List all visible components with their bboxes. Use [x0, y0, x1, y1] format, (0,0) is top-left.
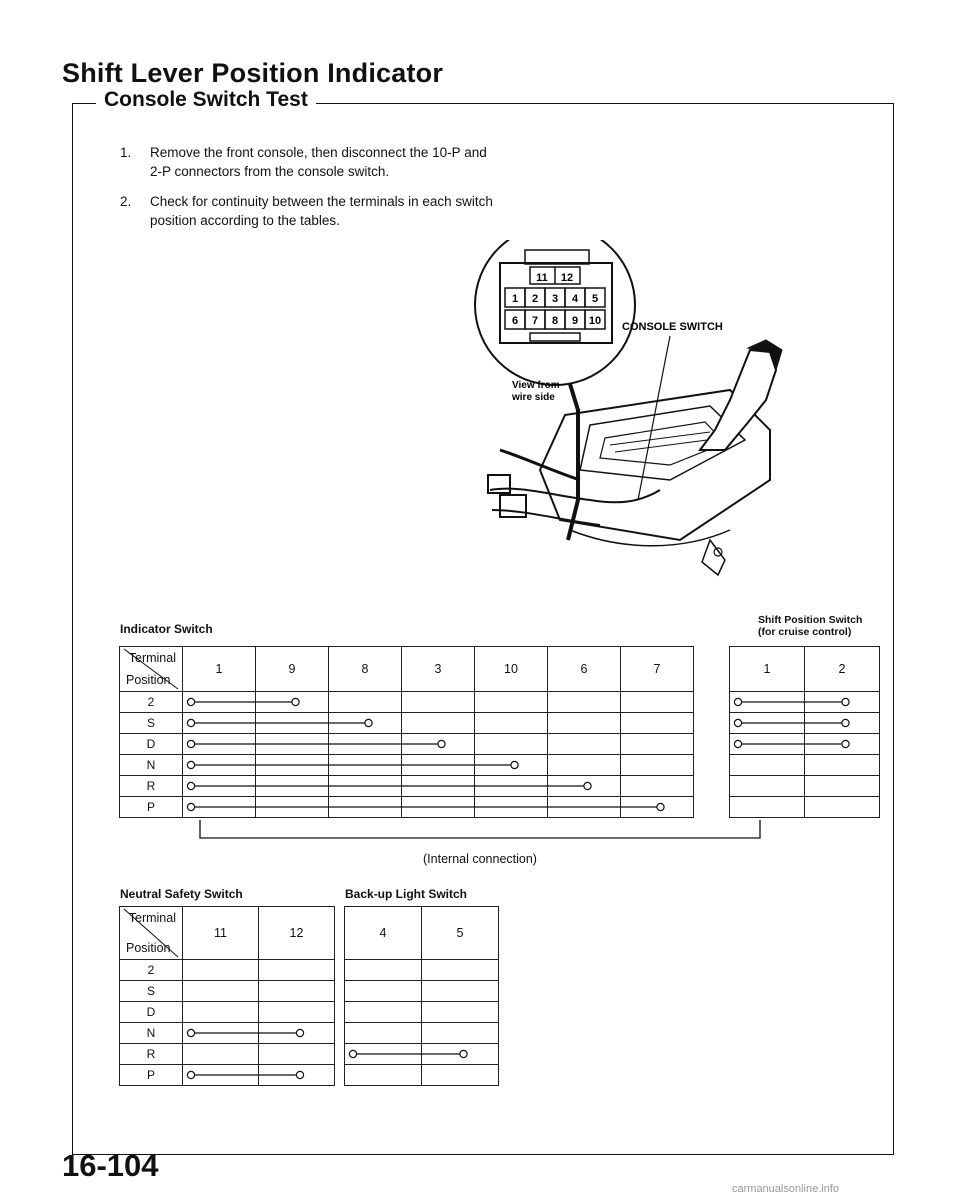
continuity-cell	[183, 797, 256, 818]
position-cell: S	[120, 981, 183, 1002]
table-row	[345, 1065, 499, 1086]
bracket	[702, 540, 725, 575]
table-row	[120, 776, 694, 797]
terminal-header: 4	[345, 907, 422, 960]
backup-light-switch-table	[344, 906, 499, 1086]
continuity-cell	[475, 755, 548, 776]
step-text: Check for continuity between the terminals in each switch position according to the tables.	[150, 194, 493, 228]
continuity-terminal-mark	[187, 698, 194, 705]
watermark: carmanualsonline.info	[732, 1183, 840, 1195]
table-row	[120, 797, 694, 818]
backup-light-switch-caption: Back-up Light Switch	[345, 887, 468, 901]
table-row	[345, 981, 499, 1002]
table-row	[345, 1044, 499, 1065]
continuity-cell	[548, 755, 621, 776]
connector-pin-label: 10	[588, 315, 602, 327]
shift-position-caption-line1: Shift Position Switch	[758, 614, 863, 626]
terminal-header: 1	[183, 647, 256, 692]
continuity-cell	[329, 776, 402, 797]
connector-pin-label: 9	[571, 315, 579, 327]
continuity-cell	[259, 960, 335, 981]
connector-pin-label: 6	[511, 315, 519, 327]
continuity-terminal-mark	[734, 698, 741, 705]
position-cell: S	[120, 713, 183, 734]
continuity-cell	[183, 1065, 259, 1086]
table-row	[730, 755, 880, 776]
continuity-cell	[548, 713, 621, 734]
continuity-cell	[621, 734, 694, 755]
continuity-cell	[805, 776, 880, 797]
terminal-header: 2	[805, 647, 880, 692]
terminal-position-header	[120, 647, 183, 692]
connector-lock-tab	[525, 250, 589, 264]
shift-position-switch-caption	[758, 614, 862, 638]
continuity-cell	[402, 797, 475, 818]
terminal-header: 12	[259, 907, 335, 960]
continuity-cell	[805, 734, 880, 755]
continuity-cell	[621, 713, 694, 734]
table-row	[120, 981, 335, 1002]
terminal-header: 1	[730, 647, 805, 692]
continuity-cell	[475, 692, 548, 713]
table-row	[120, 713, 694, 734]
continuity-cell	[259, 1065, 335, 1086]
continuity-cell	[422, 1002, 499, 1023]
table-row	[120, 692, 694, 713]
continuity-cell	[730, 797, 805, 818]
continuity-cell	[805, 755, 880, 776]
table-header-row	[730, 647, 880, 692]
continuity-cell	[475, 776, 548, 797]
connector-pin-label: 4	[571, 293, 579, 305]
position-cell: D	[120, 734, 183, 755]
continuity-terminal-mark	[187, 719, 194, 726]
table-row	[120, 1002, 335, 1023]
neutral-safety-switch-table	[119, 906, 335, 1086]
continuity-cell	[730, 776, 805, 797]
continuity-cell	[329, 734, 402, 755]
section-subtitle: Console Switch Test	[96, 88, 316, 112]
table-row	[730, 734, 880, 755]
continuity-cell	[256, 797, 329, 818]
console-switch-illustration	[470, 240, 830, 590]
continuity-terminal-mark	[349, 1050, 356, 1057]
continuity-cell	[548, 692, 621, 713]
continuity-cell	[183, 1044, 259, 1065]
connector-10p	[500, 495, 526, 517]
table-row	[730, 776, 880, 797]
continuity-cell	[183, 713, 256, 734]
continuity-cell	[402, 692, 475, 713]
table-row	[120, 1023, 335, 1044]
continuity-cell	[329, 692, 402, 713]
continuity-cell	[183, 1023, 259, 1044]
continuity-terminal-mark	[187, 1071, 194, 1078]
continuity-cell	[475, 713, 548, 734]
terminal-header: 5	[422, 907, 499, 960]
continuity-cell	[183, 692, 256, 713]
page-title: Shift Lever Position Indicator	[62, 58, 444, 88]
continuity-cell	[345, 960, 422, 981]
continuity-cell	[256, 755, 329, 776]
continuity-terminal-mark	[187, 740, 194, 747]
step-text: Remove the front console, then disconnect the 10-P and 2-P connectors from the console switch.	[150, 145, 487, 179]
connector-pin-label: 7	[531, 315, 539, 327]
continuity-cell	[621, 797, 694, 818]
continuity-cell	[402, 755, 475, 776]
continuity-cell	[329, 713, 402, 734]
connector-pin-label: 3	[551, 293, 559, 305]
continuity-cell	[548, 776, 621, 797]
indicator-switch-caption: Indicator Switch	[120, 622, 213, 636]
terminal-label: Terminal	[128, 651, 176, 665]
continuity-cell	[730, 692, 805, 713]
continuity-terminal-mark	[187, 761, 194, 768]
connector-pin-label: 8	[551, 315, 559, 327]
continuity-cell	[256, 692, 329, 713]
continuity-cell	[475, 734, 548, 755]
terminal-header: 11	[183, 907, 259, 960]
position-cell: 2	[120, 960, 183, 981]
continuity-cell	[402, 776, 475, 797]
shift-lever	[700, 350, 776, 450]
wire-side-label: wire side	[512, 392, 555, 403]
continuity-cell	[329, 797, 402, 818]
continuity-cell	[422, 1023, 499, 1044]
internal-connection-label: (Internal connection)	[423, 852, 537, 866]
continuity-cell	[345, 981, 422, 1002]
continuity-cell	[183, 981, 259, 1002]
table-row	[120, 755, 694, 776]
position-label: Position	[126, 941, 171, 955]
table-header-row	[345, 907, 499, 960]
connector-pin-label: 5	[591, 293, 599, 305]
continuity-cell	[345, 1065, 422, 1086]
continuity-cell	[402, 734, 475, 755]
indicator-switch-table	[119, 646, 694, 818]
continuity-cell	[329, 755, 402, 776]
table-row	[345, 1023, 499, 1044]
table-row	[120, 1065, 335, 1086]
continuity-terminal-mark	[187, 803, 194, 810]
connector-base-tab	[530, 333, 580, 341]
continuity-cell	[345, 1023, 422, 1044]
continuity-cell	[730, 734, 805, 755]
continuity-cell	[548, 797, 621, 818]
continuity-cell	[259, 1044, 335, 1065]
terminal-header: 10	[475, 647, 548, 692]
continuity-cell	[422, 1044, 499, 1065]
terminal-header: 3	[402, 647, 475, 692]
continuity-cell	[422, 981, 499, 1002]
table-row	[730, 692, 880, 713]
leader-line	[568, 384, 578, 540]
continuity-cell	[256, 713, 329, 734]
continuity-terminal-mark	[734, 740, 741, 747]
page-number: 16-104	[62, 1148, 159, 1183]
table-row	[120, 960, 335, 981]
continuity-cell	[345, 1044, 422, 1065]
wire-harness	[500, 450, 580, 480]
continuity-cell	[621, 692, 694, 713]
position-cell: 2	[120, 692, 183, 713]
connector-pin-label: 1	[511, 293, 519, 305]
step-number: 2.	[120, 194, 132, 209]
continuity-cell	[730, 713, 805, 734]
continuity-cell	[422, 960, 499, 981]
neutral-safety-switch-caption: Neutral Safety Switch	[120, 887, 243, 901]
continuity-cell	[259, 1002, 335, 1023]
continuity-cell	[730, 755, 805, 776]
continuity-cell	[256, 734, 329, 755]
label-leader	[638, 336, 670, 500]
continuity-cell	[259, 981, 335, 1002]
continuity-cell	[256, 776, 329, 797]
position-cell: P	[120, 1065, 183, 1086]
continuity-terminal-mark	[734, 719, 741, 726]
continuity-cell	[402, 713, 475, 734]
shift-position-switch-table	[729, 646, 880, 818]
table-row	[730, 713, 880, 734]
step-1	[120, 143, 500, 181]
connector-pin-12: 12	[560, 272, 574, 284]
continuity-cell	[183, 776, 256, 797]
continuity-cell	[183, 960, 259, 981]
terminal-header: 8	[329, 647, 402, 692]
position-label: Position	[126, 673, 171, 687]
position-cell: D	[120, 1002, 183, 1023]
position-cell: R	[120, 1044, 183, 1065]
table-row	[345, 960, 499, 981]
connector-pin-label: 2	[531, 293, 539, 305]
position-cell: P	[120, 797, 183, 818]
position-cell: N	[120, 755, 183, 776]
table-header-row	[120, 647, 694, 692]
continuity-cell	[621, 776, 694, 797]
continuity-cell	[345, 1002, 422, 1023]
step-number: 1.	[120, 145, 132, 160]
table-row	[120, 1044, 335, 1065]
continuity-cell	[805, 713, 880, 734]
continuity-cell	[805, 692, 880, 713]
view-from-label: View from	[512, 380, 560, 391]
table-row	[120, 734, 694, 755]
terminal-header: 9	[256, 647, 329, 692]
console-switch-label: CONSOLE SWITCH	[622, 321, 723, 333]
continuity-cell	[183, 1002, 259, 1023]
continuity-cell	[475, 797, 548, 818]
table-header-row	[120, 907, 335, 960]
table-row	[345, 1002, 499, 1023]
continuity-cell	[621, 755, 694, 776]
terminal-label: Terminal	[128, 911, 176, 925]
terminal-header: 6	[548, 647, 621, 692]
continuity-cell	[259, 1023, 335, 1044]
terminal-header: 7	[621, 647, 694, 692]
continuity-cell	[422, 1065, 499, 1086]
terminal-position-header	[120, 907, 183, 960]
connector-pin-11: 11	[536, 272, 548, 284]
continuity-cell	[548, 734, 621, 755]
continuity-cell	[183, 734, 256, 755]
continuity-cell	[805, 797, 880, 818]
internal-connection-bracket	[190, 820, 770, 850]
continuity-cell	[183, 755, 256, 776]
shift-position-caption-line2: (for cruise control)	[758, 626, 852, 638]
continuity-terminal-mark	[187, 1029, 194, 1036]
position-cell: R	[120, 776, 183, 797]
step-2	[120, 192, 500, 230]
table-row	[730, 797, 880, 818]
position-cell: N	[120, 1023, 183, 1044]
continuity-terminal-mark	[187, 782, 194, 789]
